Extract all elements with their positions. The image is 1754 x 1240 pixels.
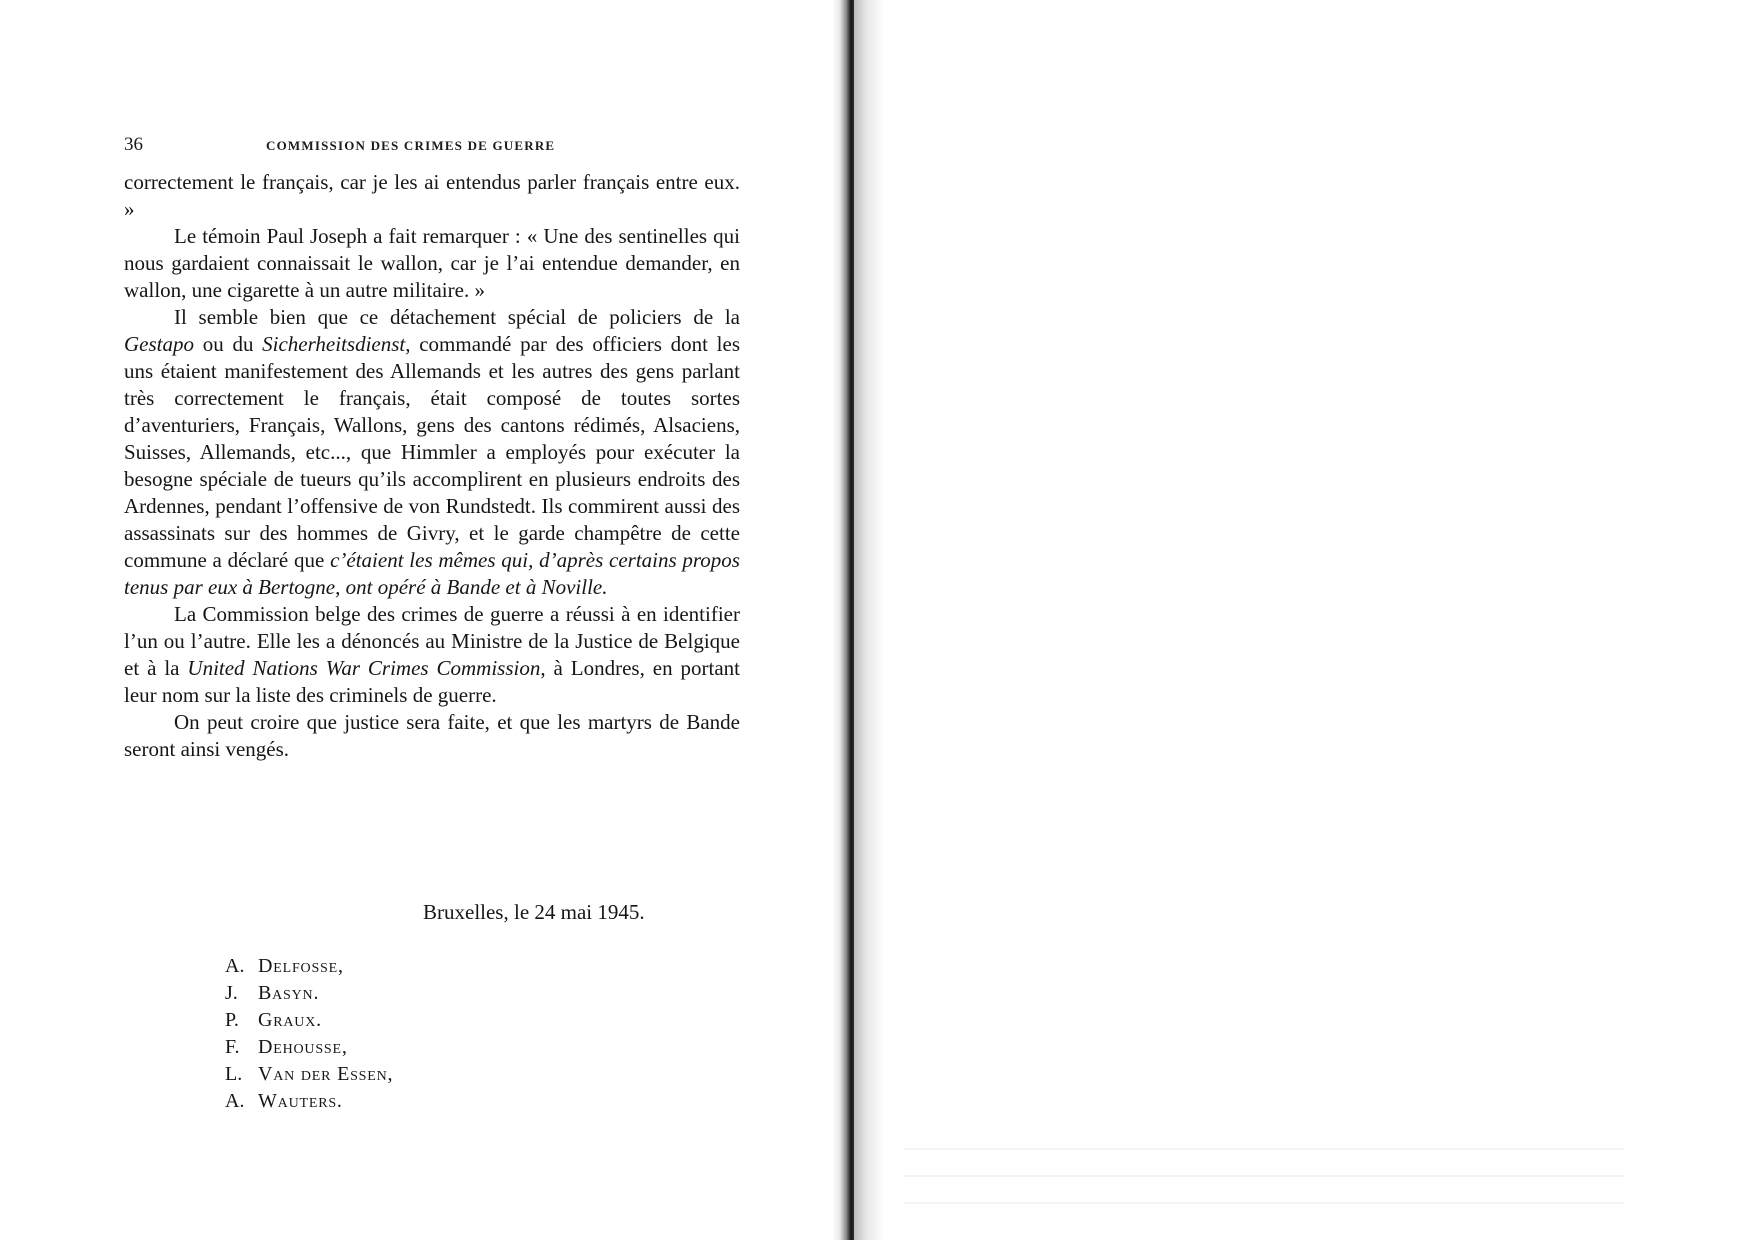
body-paragraph — [124, 223, 740, 304]
signatory-initial: L. — [225, 1063, 243, 1085]
signatory-name: Van der Essen, — [258, 1063, 394, 1085]
text-segment: Le témoin Paul Joseph a fait remarquer : « Une des sentinelles qui nous gardaient connaissait le wallon, car je l’ai entendue demander, en wallon, une cigarette à un autre militaire. » — [124, 224, 740, 302]
italic-text: Sicherheitsdienst — [262, 332, 406, 356]
right-page — [884, 0, 1754, 1240]
signatory-list — [225, 953, 393, 1115]
text-segment: On peut croire que justice sera faite, et que les martyrs de Bande seront ainsi vengés. — [124, 710, 740, 761]
signatory-name: Delfosse, — [258, 955, 344, 977]
book-gutter — [832, 0, 854, 1240]
signatory-initial: P. — [225, 1009, 239, 1031]
show-through-line — [904, 1175, 1624, 1177]
signatory — [225, 1034, 393, 1061]
body-paragraph — [124, 601, 740, 709]
signatory-name: Graux. — [258, 1009, 322, 1031]
italic-text: c’étaient les mêmes qui, d’après certains propos tenus par eux à Bertogne, ont opéré à Bande et à Noville. — [124, 548, 740, 599]
signatory — [225, 1088, 393, 1115]
show-through-line — [904, 1148, 1624, 1150]
text-segment: ou du — [194, 332, 263, 356]
running-title: COMMISSION DES CRIMES DE GUERRE — [266, 138, 556, 153]
body-paragraph — [124, 169, 740, 223]
gutter-shadow — [854, 0, 884, 1240]
body-paragraph — [124, 709, 740, 763]
signatory-initial: A. — [225, 955, 245, 977]
signatory-name: Wauters. — [258, 1090, 343, 1112]
text-segment: , commandé par des officiers dont les uns étaient manifestement des Allemands et les autres des gens parlant très correctement le français, était composé de toutes sortes d’aventuriers, Français, Wallons, gens des cantons rédimés, Alsaciens, Suisses, Allemands, etc..., que Himmler a employés pour exécuter la besogne spéciale de tueurs qu’ils accomplirent en plusieurs endroits des Ardennes, pendant l’offensive de von Rundstedt. Ils commirent aussi des assassinats sur des hommes de Givry, et le garde champêtre de cette commune a déclaré que — [124, 332, 740, 572]
page-number: 36 — [124, 134, 143, 155]
signatory-initial: A. — [225, 1090, 245, 1112]
show-through-line — [904, 1202, 1624, 1204]
signatory-name: Basyn. — [258, 982, 320, 1004]
signatory — [225, 1007, 393, 1034]
signatory — [225, 980, 393, 1007]
signatory-initial: J. — [225, 982, 238, 1004]
body-text — [124, 169, 740, 763]
left-page — [0, 0, 840, 1240]
body-paragraph — [124, 304, 740, 601]
italic-text: United Nations War Crimes Commission — [187, 656, 541, 680]
text-segment: Il semble bien que ce détachement spécial de policiers de la — [174, 305, 740, 329]
running-head — [124, 134, 744, 158]
signatory — [225, 953, 393, 980]
text-segment: La Commission belge des crimes de guerre a réussi à en identifier l’un ou l’autre. Elle les a dénoncés au Ministre de la Justice de Belgique et à la — [124, 602, 740, 680]
signature-date: Bruxelles, le 24 mai 1945. — [423, 900, 645, 924]
text-segment: , à Londres, en portant leur nom sur la liste des criminels de guerre. — [124, 656, 740, 707]
italic-text: Gestapo — [124, 332, 194, 356]
signatory-initial: F. — [225, 1036, 240, 1058]
text-segment: correctement le français, car je les ai entendus parler français entre eux. » — [124, 170, 740, 221]
signatory-name: Dehousse, — [258, 1036, 348, 1058]
signatory — [225, 1061, 393, 1088]
